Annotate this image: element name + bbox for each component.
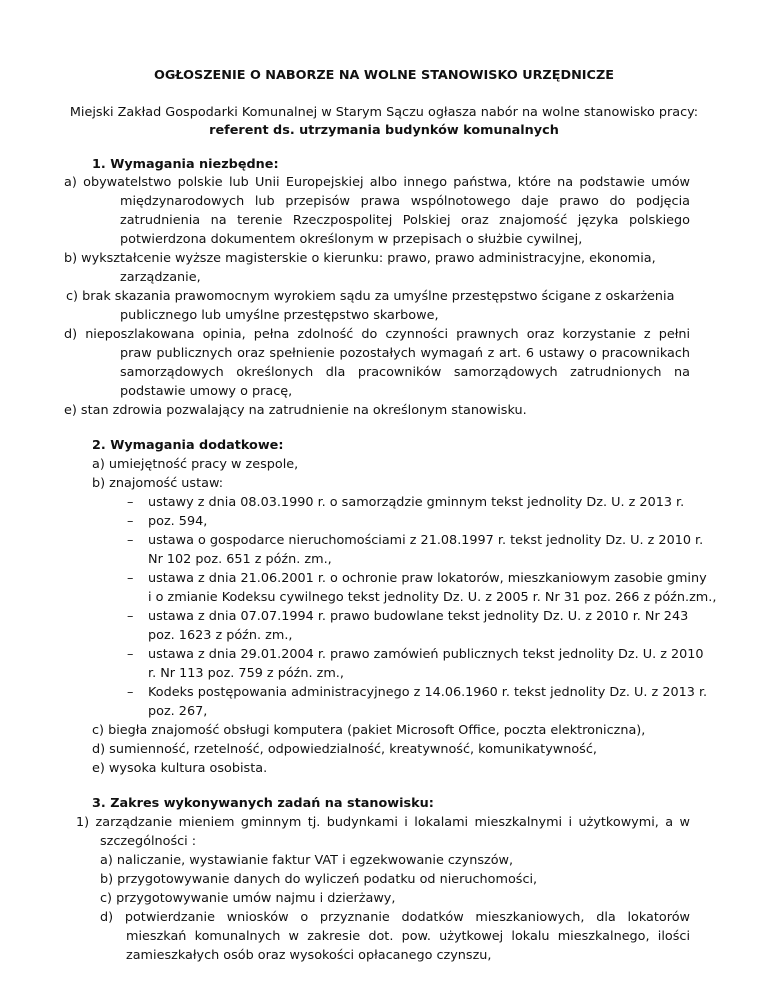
bullet-dash: –	[127, 685, 134, 700]
section-3-heading: 3. Zakres wykonywanych zadań na stanowisku:	[92, 796, 434, 811]
page-title: OGŁOSZENIE O NABORZE NA WOLNE STANOWISKO URZĘDNICZE	[154, 68, 614, 83]
s1-item-d-line: samorządowych określonych dla pracowników samorządowych zatrudnionych na	[120, 365, 690, 380]
law-item-line: ustawa o gospodarce nieruchomościami z 21.08.1997 r. tekst jednolity Dz. U. z 2010 r.	[148, 533, 704, 548]
s1-item-d-line: praw publicznych oraz spełnienie pozostałych wymagań z art. 6 ustawy o pracownikach	[120, 346, 690, 361]
bullet-dash: –	[127, 609, 134, 624]
intro-text: Miejski Zakład Gospodarki Komunalnej w Starym Sączu ogłasza nabór na wolne stanowisko pracy:	[69, 105, 699, 120]
law-item-line: Kodeks postępowania administracyjnego z 14.06.1960 r. tekst jednolity Dz. U. z 2013 r.	[148, 685, 708, 700]
law-item-line: ustawy z dnia 08.03.1990 r. o samorządzie gminnym tekst jednolity Dz. U. z 2013 r.	[148, 495, 685, 510]
s3-point-1-line: szczególności :	[100, 834, 197, 849]
s1-item-d-line: podstawie umowy o pracę,	[120, 384, 293, 399]
law-item-line: ustawa z dnia 29.01.2004 r. prawo zamówień publicznych tekst jednolity Dz. U. z 2010	[148, 647, 704, 662]
s3-item-d-line: d) potwierdzanie wniosków o przyznanie dodatków mieszkaniowych, dla lokatorów	[100, 910, 690, 925]
bullet-dash: –	[127, 533, 134, 548]
s1-item-a-line: a) obywatelstwo polskie lub Unii Europejskiej albo innego państwa, które na podstawie umów	[64, 175, 690, 190]
s3-item-c: c) przygotowywanie umów najmu i dzierżawy,	[100, 891, 396, 906]
law-item-line: ustawa z dnia 21.06.2001 r. o ochronie praw lokatorów, mieszkaniowym zasobie gminy	[148, 571, 707, 586]
bullet-dash: –	[127, 514, 134, 529]
s3-item-a: a) naliczanie, wystawianie faktur VAT i egzekwowanie czynszów,	[100, 853, 514, 868]
s2-item-a: a) umiejętność pracy w zespole,	[92, 457, 299, 472]
section-1-heading: 1. Wymagania niezbędne:	[92, 157, 279, 172]
section-2-heading: 2. Wymagania dodatkowe:	[92, 438, 284, 453]
law-item-line: poz. 1623 z późn. zm.,	[148, 628, 293, 643]
s1-item-b-line: b) wykształcenie wyższe magisterskie o kierunku: prawo, prawo administracyjne, ekonomia,	[64, 251, 656, 266]
s3-item-b: b) przygotowywanie danych do wyliczeń podatku od nieruchomości,	[100, 872, 538, 887]
bullet-dash: –	[127, 495, 134, 510]
s1-item-c-line: publicznego lub umyślne przestępstwo skarbowe,	[120, 308, 439, 323]
law-item-line: ustawa z dnia 07.07.1994 r. prawo budowlane tekst jednolity Dz. U. z 2010 r. Nr 243	[148, 609, 689, 624]
law-item-line: poz. 594,	[148, 514, 208, 529]
position-name: referent ds. utrzymania budynków komunalnych	[209, 123, 559, 138]
s2-item-d: d) sumienność, rzetelność, odpowiedzialność, kreatywność, komunikatywność,	[92, 742, 597, 757]
s1-item-c-line: c) brak skazania prawomocnym wyrokiem sądu za umyślne przestępstwo ścigane z oskarżenia	[66, 289, 675, 304]
s1-item-b-line: zarządzanie,	[120, 270, 201, 285]
s3-item-d-line: zamieszkałych osób oraz wysokości opłacanego czynszu,	[126, 948, 492, 963]
law-item-line: i o zmianie Kodeksu cywilnego tekst jednolity Dz. U. z 2005 r. Nr 31 poz. 266 z późn.zm.,	[148, 590, 717, 605]
s3-item-d-line: mieszkań komunalnych w zakresie dot. pow. użytkowej lokalu mieszkalnego, ilości	[126, 929, 690, 944]
law-item-line: r. Nr 113 poz. 759 z późn. zm.,	[148, 666, 344, 681]
s2-item-b: b) znajomość ustaw:	[92, 476, 224, 491]
s1-item-e-line: e) stan zdrowia pozwalający na zatrudnienie na określonym stanowisku.	[64, 403, 527, 418]
bullet-dash: –	[127, 571, 134, 586]
s1-item-d-line: d) nieposzlakowana opinia, pełna zdolność do czynności prawnych oraz korzystanie z pełni	[64, 327, 690, 342]
s3-point-1-line: 1) zarządzanie mieniem gminnym tj. budynkami i lokalami mieszkalnymi i użytkowymi, a w	[76, 815, 690, 830]
s1-item-a-line: potwierdzona dokumentem określonym w przepisach o służbie cywilnej,	[120, 232, 583, 247]
bullet-dash: –	[127, 647, 134, 662]
s2-item-e: e) wysoka kultura osobista.	[92, 761, 268, 776]
law-item-line: poz. 267,	[148, 704, 208, 719]
law-item-line: Nr 102 poz. 651 z późn. zm.,	[148, 552, 332, 567]
s1-item-a-line: zatrudnienia na terenie Rzeczpospolitej Polskiej oraz znajomość języka polskiego	[120, 213, 690, 228]
s1-item-a-line: międzynarodowych lub przepisów prawa wspólnotowego daje prawo do podjęcia	[120, 194, 690, 209]
s2-item-c: c) biegła znajomość obsługi komputera (pakiet Microsoft Office, poczta elektroniczna),	[92, 723, 646, 738]
